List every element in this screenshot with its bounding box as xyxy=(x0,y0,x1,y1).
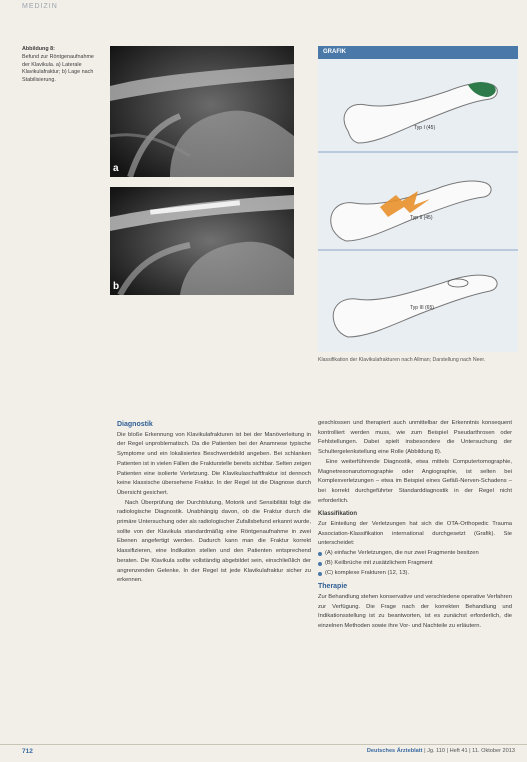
graphic-panel-type-3 xyxy=(318,253,518,349)
left-text-column xyxy=(117,420,311,586)
klassifikation-paragraph: Zur Einteilung der Verletzungen hat sich die OTA-Orthopedic Trauma Association-Klassifikation international durchgesetzt (Grafik). Sie unterscheidet: xyxy=(318,521,512,547)
xray-b-drawing xyxy=(110,187,294,295)
list-item: (C) komplexe Frakturen (12, 13). xyxy=(318,569,512,579)
graphic-tab: GRAFIK xyxy=(318,46,518,59)
page-number: 712 xyxy=(22,748,33,755)
clavicle-type-3-icon xyxy=(318,253,518,349)
list-item: (B) Keilbrüche mit zusätzlichem Fragment xyxy=(318,559,512,569)
diagnostik-paragraph-2: Nach Überprüfung der Durchblutung, Motorik und Sensibilität folgt die radiologische Diagnostik. Unabhängig davon, ob die Fraktur durch die primäre Untersuchung oder als radiologischer Zufallsbefund erkannt wurde, sollte von der Klavikula standardmäßig eine Röntgenaufnahme in zwei Ebenen angefertigt werden. Dadurch kann man die Fraktur korrekt klassifizieren, eine Indikation stellen und den Patienten entsprechend beraten. Die Klavikula sollte vollständig abgebildet sein, einschließlich der angrenzenden Gelenke. In der Regel ist jede Klavikulafraktur sicher zu erkennen. xyxy=(117,499,311,584)
graphic-caption: Klassifikation der Klavikulafrakturen nach Allman; Darstellung nach Neer. xyxy=(318,357,486,363)
journal-issue: | Jg. 110 | Heft 41 | 11. Oktober 2013 xyxy=(424,748,515,754)
list-item: (A) einfache Verletzungen, die nur zwei Fragmente besitzen xyxy=(318,549,512,559)
figure-caption xyxy=(22,46,94,85)
heading-diagnostik: Diagnostik xyxy=(117,421,153,428)
graphic-panel-type-1 xyxy=(318,61,518,153)
bullet-dot-icon xyxy=(318,572,322,576)
therapie-paragraph: Zur Behandlung stehen konservative und verschiedene operative Verfahren zur Verfügung. Die Frage nach der korrekten Behandlung und Indikationsstellung ist zu beantworten, ist es zunächst erforderlich, die einzelnen Methoden sowie ihre Vor- und Nachteile zu erläutern. xyxy=(318,593,513,630)
right-text-column xyxy=(318,419,512,632)
graphic-panel-type-2 xyxy=(318,155,518,251)
journal-name: Deutsches Ärzteblatt xyxy=(366,748,423,754)
diagnostik-paragraph-1: Die bloße Erkennung von Klavikulafrakturen ist bei der Manöverleitung in der Regel unproblematisch. Da die Patienten bei der Anamnese typische Symptome und ein lokalisiertes Beschwerdebild angeben. Bei schlanken Patienten ist in vielen Fällen die Frakturstelle bereits sichtbar. Selten zeigen Patienten eine isolierte Verletzung. Die Klavikulaschaftfraktur ist dennoch keine klassische übersehene Fraktur. In der Regel ist die Diagnose durch Übersicht gesichert. xyxy=(117,431,311,496)
bullet-dot-icon xyxy=(318,562,322,566)
classification-graphic xyxy=(318,46,518,352)
figure-caption-text: Befund zur Röntgenaufnahme der Klavikula. a) Laterale Klavikulafraktur; b) Lage nach Stabilisierung. xyxy=(22,53,94,84)
xray-a-drawing xyxy=(110,46,294,177)
graphic-panel-3-label: Typ III (65) xyxy=(410,305,434,311)
graphic-panel-2-label: Typ II (45) xyxy=(410,215,433,221)
right-paragraph-2: Eine weiterführende Diagnostik, etwa mittels Computertomographie, Magnetresonanztomographie oder Angiographie, ist selten bei Komplexverletzungen – etwa im Beispiel eines Gefäß-Nerven-Schadens – bei korrekt durchgeführter Standarddiagnostik in der Regel nicht erforderlich. xyxy=(318,458,512,504)
xray-a-label: a xyxy=(113,163,119,174)
heading-therapie: Therapie xyxy=(318,583,348,591)
heading-klassifikation: Klassifikation xyxy=(318,511,358,518)
clavicle-type-2-icon xyxy=(318,155,518,251)
right-paragraph-1: geschlossen und therapiert auch unmittelbar der Erkenntnis konsequent kontrolliert werden muss, wie zum Beispiel Pseudarthrosen oder Fehlstellungen. Dabei spielt insbesondere die Untersuchung der Schultergelenkstellung eine Rolle (Abbildung 8). xyxy=(318,420,512,456)
xray-image-b xyxy=(110,187,294,295)
journal-reference xyxy=(367,748,515,754)
section-header: MEDIZIN xyxy=(22,3,58,10)
graphic-panel-1-label: Typ I (45) xyxy=(414,125,436,131)
xray-image-a xyxy=(110,46,294,177)
xray-b-label: b xyxy=(113,281,120,292)
figure-caption-title: Abbildung 8: xyxy=(22,46,55,52)
clavicle-type-1-icon xyxy=(318,61,518,153)
page-footer xyxy=(0,744,527,762)
bullet-dot-icon xyxy=(318,552,322,556)
